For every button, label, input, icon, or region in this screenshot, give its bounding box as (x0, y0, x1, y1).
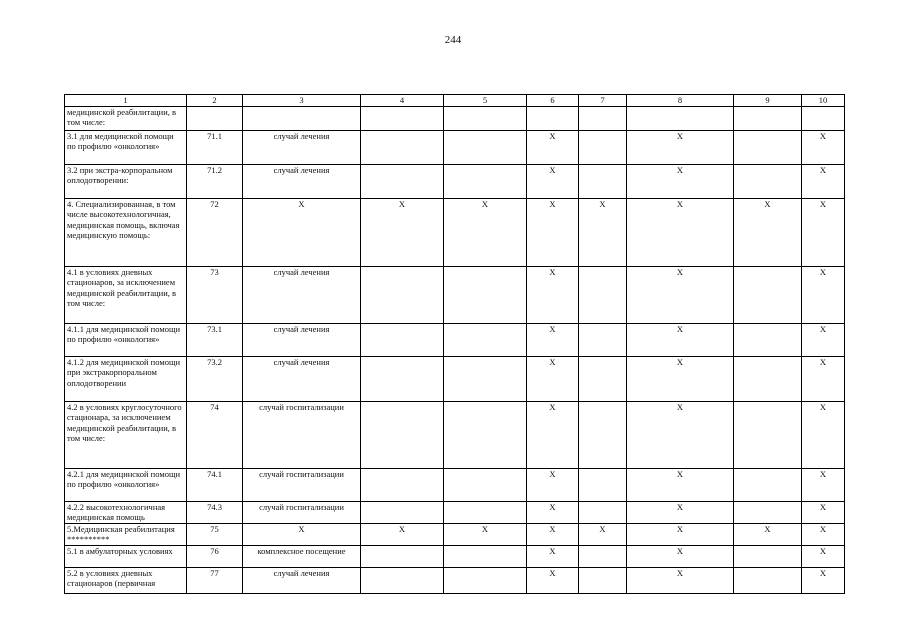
row-label-cell: 4. Специализированная, в том числе высокотехнологичная, медицинская помощь, включая медицинскую помощь: (65, 198, 187, 266)
column-number-1: 1 (65, 95, 187, 107)
table-cell: случай лечения (243, 266, 361, 323)
column-number-7: 7 (579, 95, 627, 107)
table-cell (579, 501, 627, 523)
table-cell: X (527, 323, 579, 356)
table-row (65, 198, 845, 266)
row-label-cell: 5.1 в амбулаторных условиях (65, 545, 187, 567)
table-cell: случай лечения (243, 130, 361, 164)
table-cell (361, 545, 444, 567)
table-cell (444, 468, 527, 501)
table-cell: X (802, 266, 845, 323)
column-number-3: 3 (243, 95, 361, 107)
table-cell: 73.1 (187, 323, 243, 356)
table-row (65, 266, 845, 323)
table-cell: X (627, 323, 734, 356)
column-number-6: 6 (527, 95, 579, 107)
table-cell: X (802, 323, 845, 356)
table-cell: комплексное посещение (243, 545, 361, 567)
row-label-cell: 4.1.2 для медицинской помощи при экстракорпоральном оплодотворении (65, 356, 187, 401)
table-cell: X (243, 523, 361, 545)
table-cell: 77 (187, 567, 243, 593)
table-cell: X (802, 523, 845, 545)
table-cell (361, 106, 444, 130)
page-number: 244 (444, 34, 462, 46)
table-cell: X (579, 523, 627, 545)
table-row (65, 164, 845, 198)
table-cell (579, 130, 627, 164)
table-cell: 71.1 (187, 130, 243, 164)
table-cell (734, 501, 802, 523)
column-number-8: 8 (627, 95, 734, 107)
table-cell (444, 106, 527, 130)
table-cell: случай госпитализации (243, 501, 361, 523)
table-cell (734, 164, 802, 198)
table-cell (361, 401, 444, 468)
table-cell (444, 130, 527, 164)
table-cell: 75 (187, 523, 243, 545)
table-cell: X (627, 164, 734, 198)
table-cell: X (527, 567, 579, 593)
table-row (65, 523, 845, 545)
column-number-2: 2 (187, 95, 243, 107)
table-row (65, 501, 845, 523)
table-row (65, 356, 845, 401)
table-cell: случай госпитализации (243, 401, 361, 468)
table-row (65, 545, 845, 567)
table-cell: X (243, 198, 361, 266)
row-label-cell: 4.1.1 для медицинской помощи по профилю «онкология» (65, 323, 187, 356)
table-cell (734, 266, 802, 323)
table-cell: 71.2 (187, 164, 243, 198)
table-cell (361, 567, 444, 593)
table-cell: X (527, 468, 579, 501)
table-cell: X (627, 567, 734, 593)
table-cell: X (802, 164, 845, 198)
table-cell: X (527, 266, 579, 323)
table-cell (579, 356, 627, 401)
table-cell: случай лечения (243, 567, 361, 593)
table-cell (734, 545, 802, 567)
table-cell: X (627, 401, 734, 468)
table-cell (734, 401, 802, 468)
table-cell: 73 (187, 266, 243, 323)
table-cell: X (802, 501, 845, 523)
table-cell (734, 130, 802, 164)
table-cell: X (734, 523, 802, 545)
table-cell (734, 468, 802, 501)
table-cell: 73.2 (187, 356, 243, 401)
table-cell: X (527, 164, 579, 198)
table-cell: X (527, 198, 579, 266)
table-cell (361, 266, 444, 323)
table-cell (187, 106, 243, 130)
table-header-row (65, 95, 845, 107)
table-cell: случай госпитализации (243, 468, 361, 501)
table-cell: X (627, 545, 734, 567)
data-table (64, 94, 845, 594)
table-cell: X (802, 130, 845, 164)
table-cell (579, 266, 627, 323)
table-cell: X (444, 198, 527, 266)
row-label-cell: 3.1 для медицинской помощи по профилю «онкология» (65, 130, 187, 164)
table-cell: X (627, 468, 734, 501)
table-cell (361, 356, 444, 401)
table-row (65, 130, 845, 164)
table-row (65, 323, 845, 356)
table-cell (361, 501, 444, 523)
column-number-10: 10 (802, 95, 845, 107)
table-cell (734, 567, 802, 593)
table-cell (361, 130, 444, 164)
table-row (65, 401, 845, 468)
table-cell (444, 164, 527, 198)
table-cell: X (444, 523, 527, 545)
table-cell (361, 468, 444, 501)
table-cell: X (802, 567, 845, 593)
table-row (65, 468, 845, 501)
table-cell: X (527, 545, 579, 567)
table-cell (444, 266, 527, 323)
table-cell: случай лечения (243, 323, 361, 356)
column-number-4: 4 (361, 95, 444, 107)
row-label-cell: 5.Медицинская реабилитация ********** (65, 523, 187, 545)
table-cell: X (802, 545, 845, 567)
row-label-cell: 4.2.1 для медицинской помощи по профилю «онкология» (65, 468, 187, 501)
table-cell: X (802, 356, 845, 401)
table-cell: 74.1 (187, 468, 243, 501)
column-number-9: 9 (734, 95, 802, 107)
table-cell (802, 106, 845, 130)
table-cell: 74.3 (187, 501, 243, 523)
table-cell: X (802, 198, 845, 266)
table-cell (579, 545, 627, 567)
table-cell (627, 106, 734, 130)
table-cell: X (734, 198, 802, 266)
table-cell (444, 323, 527, 356)
table-cell (361, 323, 444, 356)
table-cell (734, 106, 802, 130)
table-cell: X (802, 468, 845, 501)
table-cell: X (361, 198, 444, 266)
table-cell (444, 545, 527, 567)
column-number-5: 5 (444, 95, 527, 107)
table-cell: 74 (187, 401, 243, 468)
table-cell: X (627, 356, 734, 401)
table-cell: X (361, 523, 444, 545)
row-label-cell: 4.2 в условиях круглосуточного стационара, за исключением медицинской реабилитации, в том числе: (65, 401, 187, 468)
table-cell: 72 (187, 198, 243, 266)
table-cell (579, 164, 627, 198)
table-cell: случай лечения (243, 356, 361, 401)
table-cell (579, 323, 627, 356)
table-cell (444, 401, 527, 468)
row-label-cell: 5.2 в условиях дневных стационаров (первичная (65, 567, 187, 593)
table-cell: X (579, 198, 627, 266)
table-cell: X (627, 130, 734, 164)
table-cell (243, 106, 361, 130)
table-cell: 76 (187, 545, 243, 567)
table-cell: X (627, 266, 734, 323)
table-cell: X (527, 356, 579, 401)
table-row (65, 567, 845, 593)
table-cell: X (627, 523, 734, 545)
table-cell (579, 567, 627, 593)
table-cell (444, 501, 527, 523)
table-cell: X (527, 401, 579, 468)
table-cell: X (627, 198, 734, 266)
table-cell: X (802, 401, 845, 468)
table-cell (579, 401, 627, 468)
row-label-cell: 4.2.2 высокотехнологичная медицинская помощь (65, 501, 187, 523)
table-cell (579, 106, 627, 130)
table-cell: X (527, 523, 579, 545)
table-cell (444, 356, 527, 401)
table-cell: X (527, 501, 579, 523)
table-cell (579, 468, 627, 501)
table-cell: случай лечения (243, 164, 361, 198)
table-cell (527, 106, 579, 130)
table-cell (734, 323, 802, 356)
table-cell (361, 164, 444, 198)
table-cell: X (527, 130, 579, 164)
table-row (65, 106, 845, 130)
row-label-cell: медицинской реабилитации, в том числе: (65, 106, 187, 130)
row-label-cell: 4.1 в условиях дневных стационаров, за исключением медицинской реабилитации, в том числе: (65, 266, 187, 323)
table-cell: X (627, 501, 734, 523)
table-cell (734, 356, 802, 401)
table-cell (444, 567, 527, 593)
row-label-cell: 3.2 при экстра-корпоральном оплодотворении: (65, 164, 187, 198)
